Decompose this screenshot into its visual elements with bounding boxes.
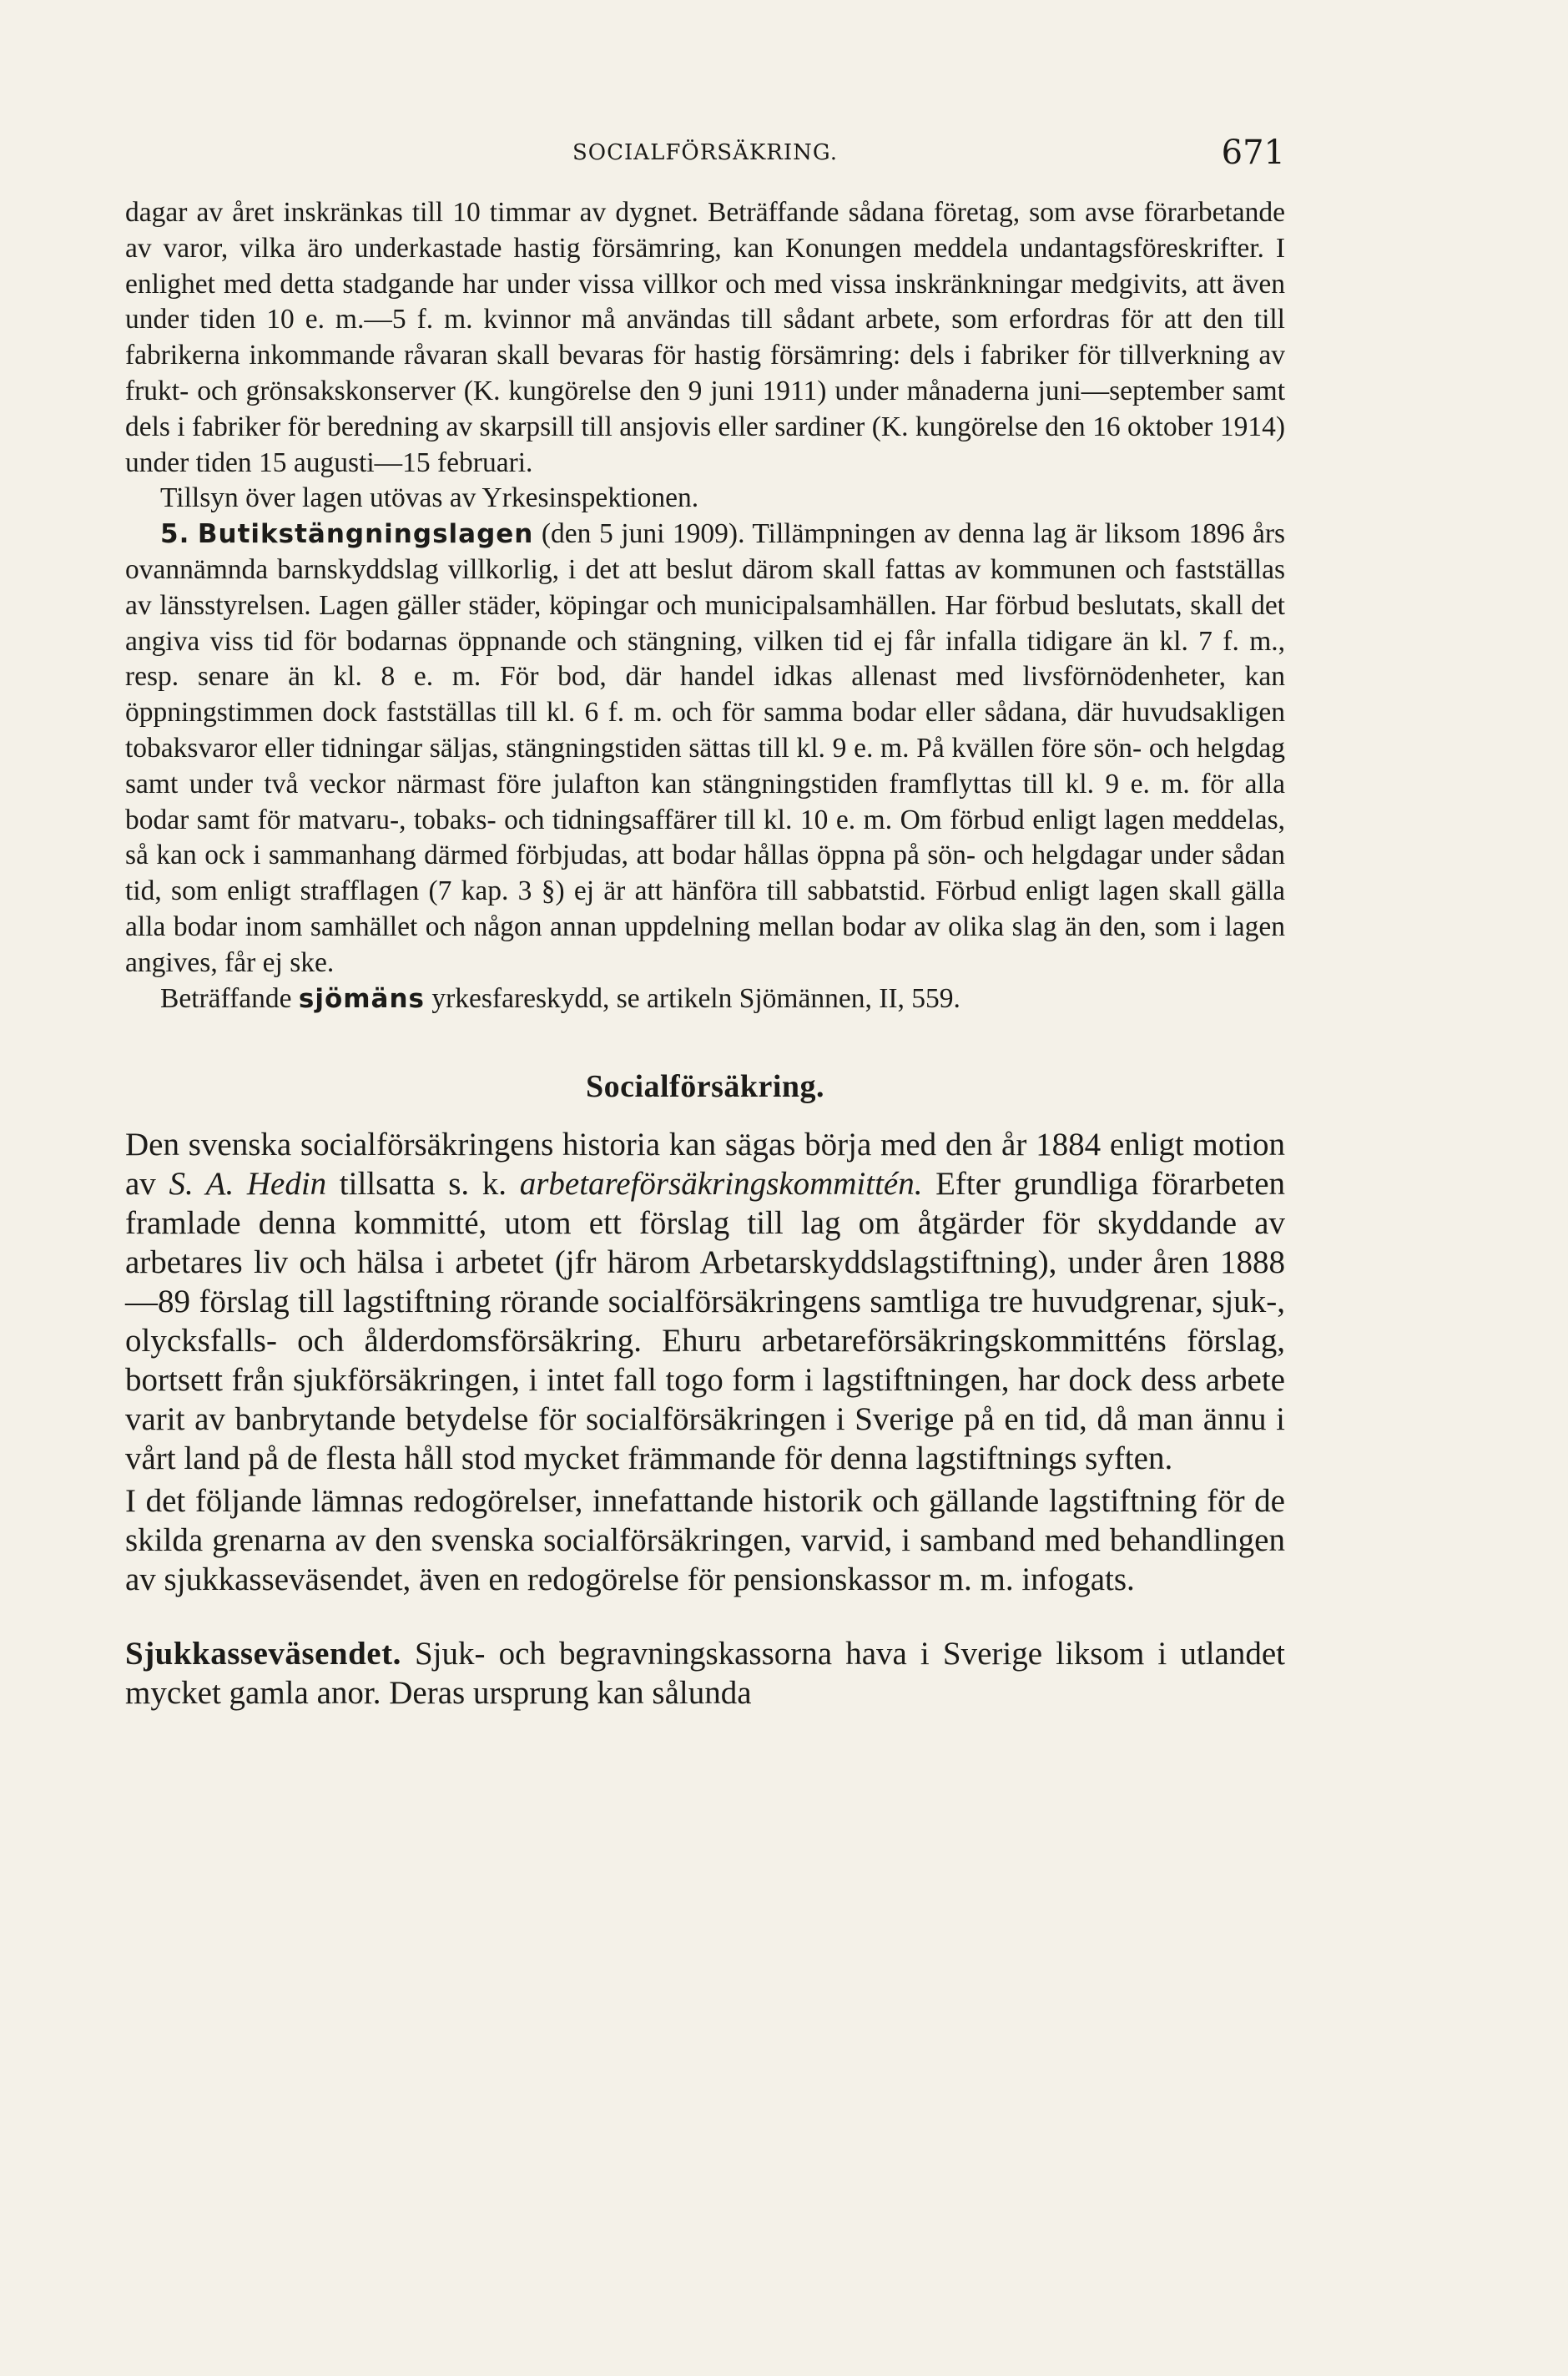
page-body (125, 195, 1285, 1713)
page-header (125, 134, 1285, 175)
paragraph: I det följande lämnas redogörelser, innefattande historik och gällande lagstiftning för de skilda grenarna av den svenska socialförsäkringen, varvid, i samband med behandlingen av sjukkasseväsendet, även en redogörelse för pensionskassor m. m. infogats. (125, 1483, 1285, 1598)
running-head: SOCIALFÖRSÄKRING. (572, 140, 838, 165)
committee-name: arbetareförsäkringskommittén. (519, 1166, 923, 1203)
subsection-title: Sjukkasseväsendet. (125, 1636, 401, 1672)
paragraph-history (125, 1125, 1285, 1478)
bold-term: sjömäns (298, 983, 425, 1014)
page-number: 671 (1221, 134, 1285, 172)
text-fragment: Den svenska socialförsäkringens historia kan sägas börja med den år 1884 enligt motion av (125, 1127, 1285, 1203)
paragraph: Tillsyn över lagen utövas av Yrkesinspektionen. (160, 482, 699, 514)
large-print-section (125, 1125, 1285, 1599)
text-fragment: Beträffande (160, 982, 292, 1014)
paragraph-butikstangningslagen (125, 517, 1285, 981)
text-fragment: Sjuk- och begravningskassorna hava i Sverige liksom i utlandet mycket gamla anor. Deras ursprung kan sålunda (125, 1636, 1286, 1712)
text-fragment: yrkesfareskydd, se artikeln Sjömännen, II, 559. (431, 982, 960, 1014)
person-name: S. A. Hedin (169, 1166, 327, 1203)
paragraph-sjukkassevasendet (125, 1634, 1285, 1713)
text-fragment: Efter grundliga förarbeten framlade denna kommitté, utom ett förslag till lag om åtgärder för skyddande av arbetares liv och hälsa i arbetet (jfr härom Arbetarskyddslagstiftning), under åren 1888—89 förslag till lagstiftning rörande socialförsäkringens samtliga tre huvudgrenar, sjuk-, olycksfalls- och ålderdomsförsäkring. Ehuru arbetareförsäkringskommitténs förslag, bortsett från sjukförsäkringen, i intet fall togo form i lagstiftningen, har dock dess arbete varit av banbrytande betydelse för socialförsäkringen i Sverige på en tid, då man ännu i vårt land på de flesta håll stod mycket främmande för denna lagstiftnings syften. (125, 1166, 1286, 1477)
subsection (125, 1634, 1285, 1713)
section-title: Socialförsäkring. (585, 1069, 825, 1105)
text-fragment: tillsatta s. k. (339, 1166, 507, 1203)
paragraph-text: (den 5 juni 1909). Tillämpningen av denna lag är liksom 1896 års ovannämnda barnskyddslag villkorlig, i det att beslut därom skall fattas av kommunen och fastställas av länsstyrelsen. Lagen gäller städer, köpingar och municipalsamhällen. Har förbud beslutats, skall det angiva viss tid för bodarnas öppnande och stängning, vilken tid ej får infalla tidigare än kl. 7 f. m., resp. senare än kl. 8 e. m. För bod, där handel idkas allenast med livsförnödenheter, kan öppningstimmen dock fastställas till kl. 6 f. m. och för samma bodar eller sådana, där huvudsakligen tobaksvaror eller tidningar säljas, stängningstiden sättas till kl. 9 e. m. På kvällen före sön- och helgdag samt under två veckor närmast före julafton kan stängningstiden framflyttas till kl. 9 e. m. för alla bodar samt för matvaru-, tobaks- och tidningsaffärer till kl. 10 e. m. Om förbud enligt lagen meddelas, så kan ock i sammanhang därmed förbjudas, att bodar hållas öppna på sön- och helgdagar under sådan tid, som enligt strafflagen (7 kap. 3 §) ej är att hänföra till sabbatstid. Förbud enligt lagen skall gälla alla bodar inom samhället och någon annan uppdelning mellan bodar av olika slag än den, som i lagen angives, får ej ske. (125, 518, 1286, 978)
item-number: 5. (160, 519, 190, 550)
paragraph: dagar av året inskränkas till 10 timmar av dygnet. Beträffande sådana företag, som avse förarbetande av varor, vilka äro underkastade hastig försämring, kan Konungen meddela undantagsföreskrifter. I enlighet med detta stadgande har under vissa villkor och med vissa inskränkningar medgivits, att även under tiden 10 e. m.—5 f. m. kvinnor må användas till sådant arbete, som erfordras för att den till fabrikerna inkommande råvaran skall bevaras för hastig försämring: dels i fabriker för tillverkning av frukt- och grönsakskonserver (K. kungörelse den 9 juni 1911) under månaderna juni—september samt dels i fabriker för beredning av skarpsill till ansjovis eller sardiner (K. kungörelse den 16 oktober 1914) under tiden 15 augusti—15 februari. (125, 197, 1285, 478)
small-print-section (125, 195, 1285, 1016)
paragraph-reference (125, 981, 1285, 1017)
law-title: Butikstängningslagen (197, 519, 534, 550)
